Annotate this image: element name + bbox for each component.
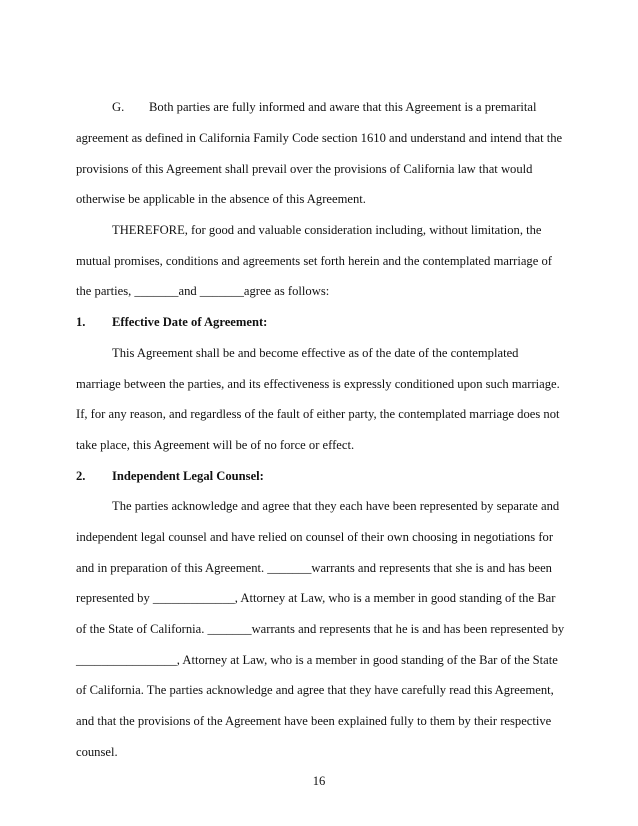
section-2-line-4: represented by _____________, Attorney at Law, who is a member in good standing of the Bar xyxy=(76,591,556,605)
therefore-line-3: the parties, _______and _______agree as follows: xyxy=(76,284,330,298)
therefore-line-1: THEREFORE, for good and valuable consideration including, without limitation, the xyxy=(112,223,542,237)
page-number: 16 xyxy=(312,774,326,788)
section-2-line-3: and in preparation of this Agreement. _______warrants and represents that she is and has been xyxy=(76,561,552,575)
section-2-title: Independent Legal Counsel: xyxy=(112,469,264,483)
section-2-line-2: independent legal counsel and have relied on counsel of their own choosing in negotiations for xyxy=(76,530,554,544)
section-1-line-2: marriage between the parties, and its effectiveness is expressly conditioned upon such marriage. xyxy=(76,377,560,391)
section-2-line-7: of California. The parties acknowledge and agree that they have carefully read this Agreement, xyxy=(76,683,554,697)
section-2-line-6: ________________, Attorney at Law, who is a member in good standing of the Bar of the State xyxy=(76,653,558,667)
paragraph-g-line-3: provisions of this Agreement shall prevail over the provisions of California law that would xyxy=(76,162,533,176)
section-1-line-3: If, for any reason, and regardless of the fault of either party, the contemplated marriage does not xyxy=(76,407,560,421)
section-1-number: 1. xyxy=(76,315,86,329)
section-1-line-4: take place, this Agreement will be of no force or effect. xyxy=(76,438,355,452)
section-2-line-9: counsel. xyxy=(76,745,118,759)
paragraph-g-label: G. xyxy=(112,100,125,114)
paragraph-g-line-2: agreement as defined in California Family Code section 1610 and understand and intend that the xyxy=(76,131,563,145)
section-1-title: Effective Date of Agreement: xyxy=(112,315,268,329)
section-2-number: 2. xyxy=(76,469,86,483)
section-2-line-1: The parties acknowledge and agree that they each have been represented by separate and xyxy=(112,499,560,513)
therefore-line-2: mutual promises, conditions and agreements set forth herein and the contemplated marriage of xyxy=(76,254,552,268)
paragraph-g-line-4: otherwise be applicable in the absence of this Agreement. xyxy=(76,192,366,206)
section-2-line-5: of the State of California. _______warrants and represents that he is and has been represented by xyxy=(76,622,565,636)
section-1-line-1: This Agreement shall be and become effective as of the date of the contemplated xyxy=(112,346,519,360)
section-2-line-8: and that the provisions of the Agreement have been explained fully to them by their respective xyxy=(76,714,552,728)
paragraph-g-line-1: Both parties are fully informed and aware that this Agreement is a premarital xyxy=(149,100,537,114)
